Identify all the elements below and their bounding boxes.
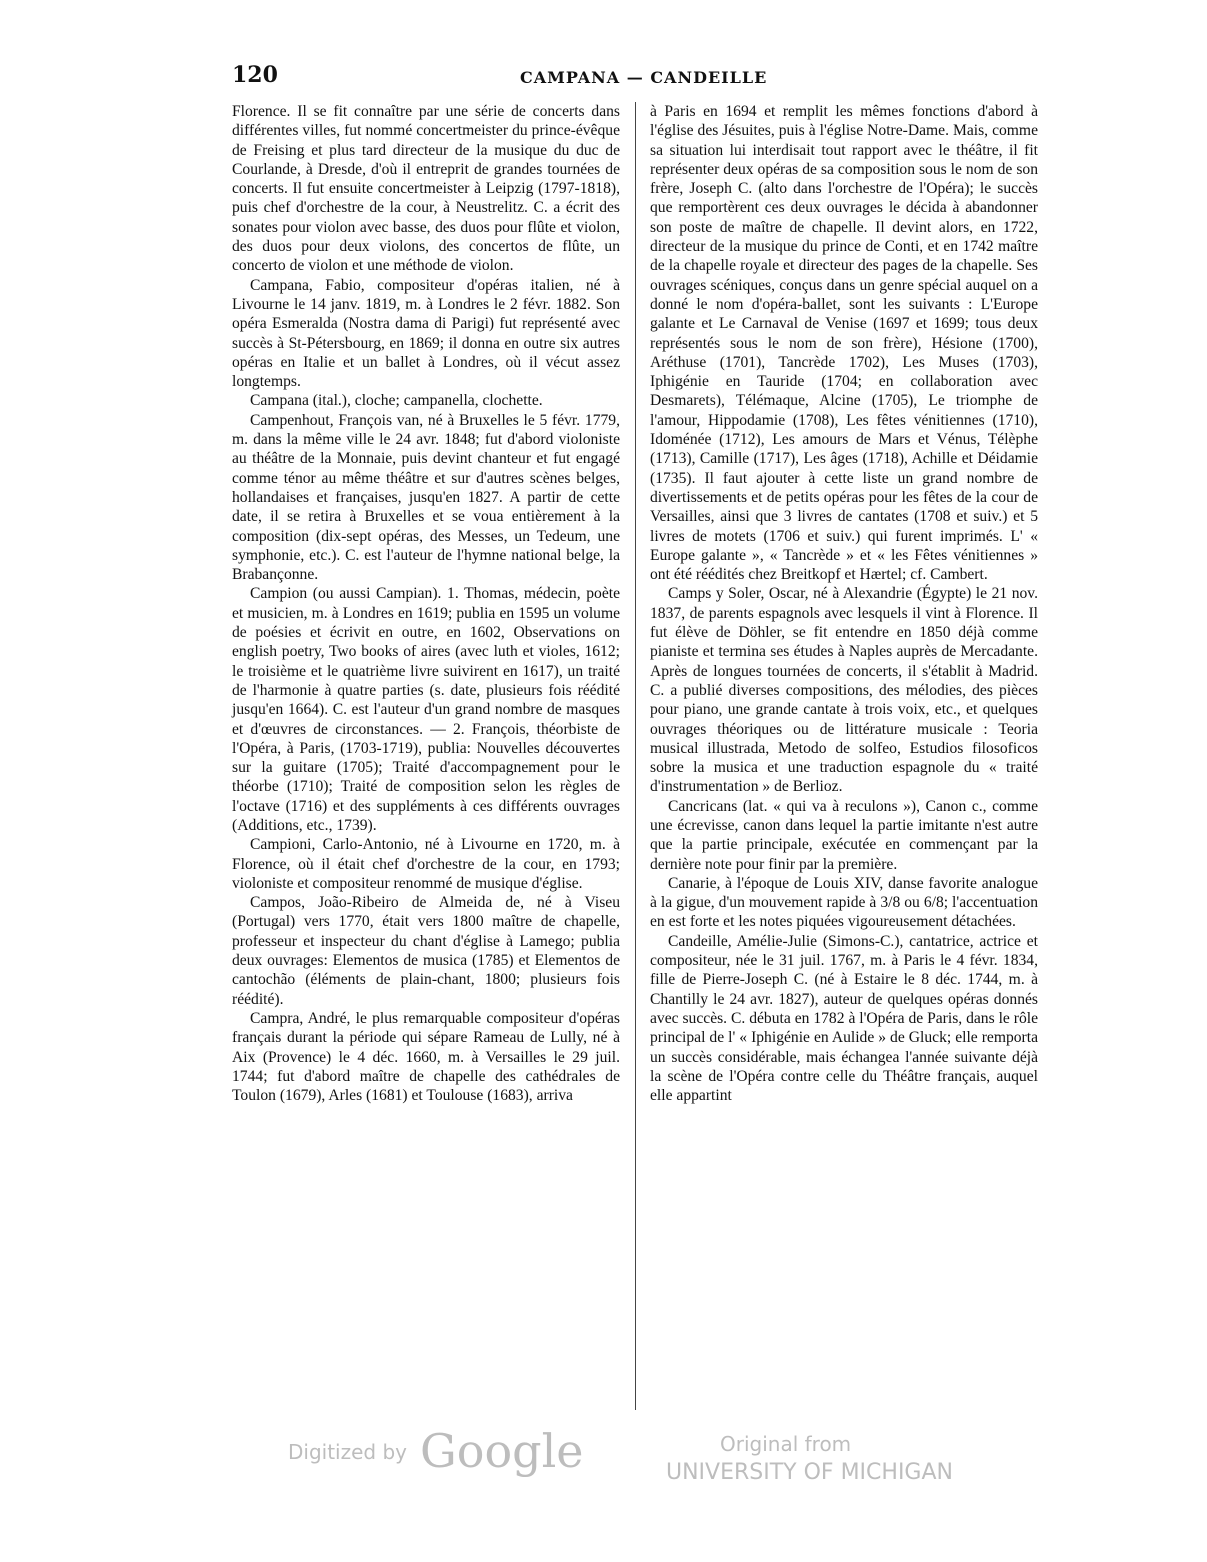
entry-campos: Campos, João-Ribeiro de Almeida de, né à Viseu (Portugal) vers 1770, était vers 1800 maître de chapelle, professeur et inspecteur du chant d'église à Lamego; publia deux ouvrages: Elementos de musica (1785) et Elementos de cantochão (éléments de plain-chant, 1800; plusieurs fois réédité).: [232, 894, 620, 1008]
entry-campion: Campion (ou aussi Campian). 1. Thomas, médecin, poète et musicien, m. à Londres en 1619; publia en 1595 un volume de poésies et écrivit en outre, en 1602, Observations on english poetry, Two books of aires (avec luth et violes, 1612; le troisième et le quatrième livre suivirent en 1617), un traité de l'harmonie à quatre parties (s. date, plusieurs fois réédité jusqu'en 1664). C. est l'auteur d'un grand nombre de masques et d'œuvres de circonstances. — 2. François, théorbiste de l'Opéra, à Paris, (1703-1719), publia: Nouvelles découvertes sur la guitare (1705); Traité d'accompagnement pour le théorbe (1710); Traité de composition selon les règles de l'octave (1716) et des suppléments à ces différents ouvrages (Additions, etc., 1739).: [232, 585, 620, 834]
entry-canarie: Canarie, à l'époque de Louis XIV, danse favorite analogue à la gigue, d'un mouvement rapide à 3/8 ou 6/8; l'accentuation en est forte et les notes piquées vigoureusement détachées.: [650, 874, 1038, 931]
running-head: CAMPANA — CANDEILLE: [520, 68, 768, 87]
digitized-by-label: Digitized by: [288, 1440, 407, 1464]
digitization-footer: [0, 1424, 1207, 1522]
university-label: UNIVERSITY OF MICHIGAN: [666, 1460, 953, 1485]
page-header: [232, 62, 1038, 92]
original-from-label: Original from: [720, 1432, 852, 1456]
entry-camps-y-soler: Camps y Soler, Oscar, né à Alexandrie (Égypte) le 21 nov. 1837, de parents espagnols avec lesquels il vint à Florence. Il fut élève de Döhler, se fit entendre en 1850 déjà comme pianiste et termina ses études à Naples auprès de Mercadante. Après de longues tournées de concerts, il s'établit à Madrid. C. a publié diverses compositions, des mélodies, des pièces pour piano, une grande cantate à trois voix, etc., et quelques ouvrages théoriques ou de littérature musicale : Teoria musical illustrada, Metodo de solfeo, Estudios filosoficos sobre la musica et une traduction espagnole du « traité d'instrumentation » de Berlioz.: [650, 585, 1038, 796]
paragraph: Florence. Il se fit connaître par une série de concerts dans différentes villes, fut nommé concertmeister du prince-évêque de Freising et plus tard directeur de la musique du duc de Courlande, à Dresde, d'où il entreprit de grandes tournées de concerts. Il fut ensuite concertmeister à Leipzig (1797-1818), puis chef d'orchestre de la cour, à Neustrelitz. C. a écrit des sonates pour violon avec basse, des duos pour flûte et violon, des duos pour deux violons, des concertos de flûte, un concerto de violon et une méthode de violon.: [232, 103, 620, 275]
entry-campana-fabio: Campana, Fabio, compositeur d'opéras italien, né à Livourne le 14 janv. 1819, m. à Londres le 2 févr. 1882. Son opéra Esmeralda (Nostra dama di Parigi) fut représenté avec succès à St-Pétersbourg, en 1869; il donna en outre six autres opéras en Italie et un ballet à Londres, où il vécut assez longtemps.: [232, 276, 620, 391]
entry-campioni: Campioni, Carlo-Antonio, né à Livourne en 1720, m. à Florence, où il était chef d'orchestre de la cour, en 1793; violoniste et compositeur renommé de musique d'église.: [232, 836, 620, 892]
page-number: 120: [232, 62, 278, 88]
entry-candeille: Candeille, Amélie-Julie (Simons-C.), cantatrice, actrice et compositeur, née le 31 juil. 1767, m. à Paris le 4 févr. 1834, fille de Pierre-Joseph C. (né à Estaire le 8 déc. 1744, m. à Chantilly le 24 avr. 1827), auteur de quelques opéras donnés avec succès. C. débuta en 1782 à l'Opéra de Paris, dans le rôle principal de l' « Iphigénie en Aulide » de Gluck; elle remporta un succès considérable, mais échangea l'année suivante déjà la scène de l'Opéra contre celle du Théâtre français, auquel elle appartint: [650, 932, 1038, 1105]
column-divider: [635, 102, 636, 1410]
entry-campra: Campra, André, le plus remarquable compositeur d'opéras français durant la période qui sépare Rameau de Lully, né à Aix (Provence) le 4 déc. 1660, m. à Versailles le 29 juil. 1744; fut d'abord maître de chapelle des cathédrales de Toulon (1679), Arles (1681) et Toulouse (1683), arriva: [232, 1009, 620, 1105]
entry-campana: Campana (ital.), cloche; campanella, clochette.: [250, 392, 543, 410]
paragraph: à Paris en 1694 et remplit les mêmes fonctions d'abord à l'église des Jésuites, puis à l'église Notre-Dame. Mais, comme sa situation lui interdisait tout rapport avec le théâtre, il fit représenter deux opéras de sa composition sous le nom de son frère, Joseph C. (alto dans l'orchestre de l'Opéra); le succès que remportèrent ces deux ouvrages le décida à abandonner son poste de maître de chapelle. Il devint alors, en 1722, directeur de la musique du prince de Conti, et en 1742 maître de la chapelle royale et directeur des pages de la chapelle. Ses ouvrages scéniques, conçus dans un genre spécial auquel on a donné le nom d'opéra-ballet, sont les suivants : L'Europe galante et Le Carnaval de Venise (1697 et 1699; tous deux représentés sous le nom de son frère), Hésione (1700), Aréthuse (1701), Tancrède 1702), Les Muses (1703), Iphigénie en Tauride (1704; en collaboration avec Desmarets), Télémaque, Alcine (1705), Le triomphe de l'amour, Hippodamie (1708), Les fêtes vénitiennes (1710), Idoménée (1712), Les amours de Mars et Vénus, Télèphe (1713), Camille (1717), Les âges (1718), Achille et Déidamie (1735). Il faut ajouter à cette liste un grand nombre de divertissements et de petits opéras pour les fêtes de la cour de Versailles, ainsi que 3 livres de cantates (1708 et suiv.) et 5 livres de motets (1706 et suiv.) qui furent imprimés. L' « Europe galante », « Tancrède » et « les Fêtes vénitiennes » ont été réédités chez Breitkopf et Hærtel; cf. Cambert.: [650, 103, 1038, 584]
right-column: [650, 102, 1038, 1105]
left-column: [232, 102, 620, 1105]
google-logo: Google: [420, 1424, 584, 1478]
entry-campenhout: Campenhout, François van, né à Bruxelles le 5 févr. 1779, m. dans la même ville le 24 avr. 1848; fut d'abord violoniste au théâtre de la Monnaie, puis devint chanteur et fut engagé comme ténor au même théâtre et sur d'autres scènes belges, hollandaises et françaises, jusqu'en 1827. A partir de cette date, il se retira à Bruxelles et se voua entièrement à la composition (dix-sept opéras, des Messes, un Tedeum, une symphonie, etc.). C. est l'auteur de l'hymne national belge, la Brabançonne.: [232, 411, 620, 584]
entry-cancricans: Cancricans (lat. « qui va à reculons »), Canon c., comme une écrevisse, canon dans lequel la partie imitante n'est autre que la partie principale, exécutée en commençant par la dernière note pour finir par la première.: [650, 797, 1038, 873]
